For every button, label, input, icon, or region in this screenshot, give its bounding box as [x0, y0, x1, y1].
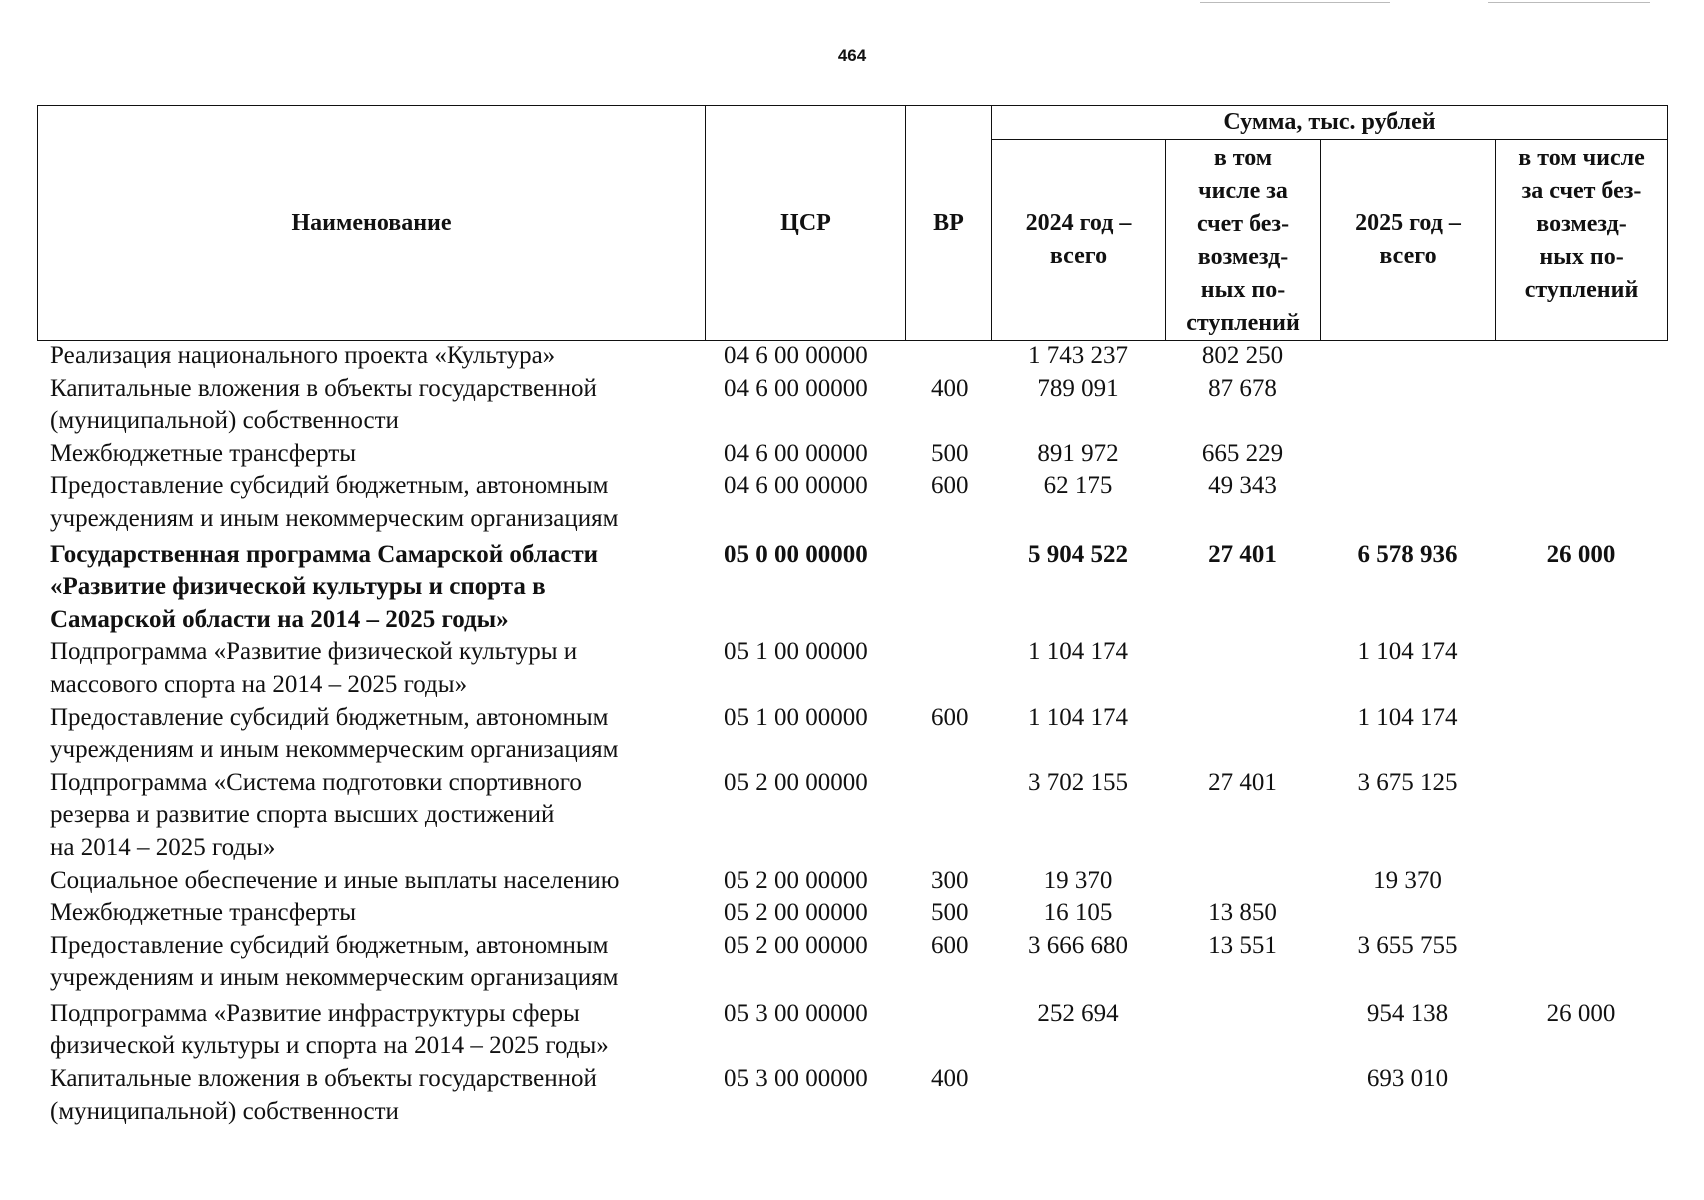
row-2024-gratuitous — [1165, 995, 1320, 1063]
row-2025-gratuitous — [1495, 767, 1667, 865]
row-2025-total: 3 675 125 — [1357, 768, 1458, 796]
table-row — [37, 1063, 1667, 1128]
header-vr: ВР — [906, 106, 992, 341]
row-2024-gratuitous: 87 678 — [1208, 374, 1277, 402]
table-row — [37, 897, 1667, 930]
table-row — [37, 373, 1667, 438]
row-2025-total: 6 578 936 — [1357, 540, 1458, 568]
row-name-line: Капитальные вложения в объекты государственной — [50, 374, 597, 402]
row-vr: 400 — [931, 374, 969, 402]
row-2024-total — [991, 1063, 1165, 1128]
table-row — [37, 995, 1667, 1063]
row-2024-total: 62 175 — [1043, 472, 1113, 500]
row-2025-total: 3 655 755 — [1357, 931, 1458, 959]
row-2025-total: 1 104 174 — [1357, 703, 1458, 731]
row-2024-gratuitous: 27 401 — [1208, 768, 1277, 796]
row-csr: 05 2 00 00000 — [724, 931, 868, 959]
row-2025-gratuitous — [1495, 1063, 1667, 1128]
row-csr: 04 6 00 00000 — [724, 439, 868, 467]
table-row — [37, 636, 1667, 701]
row-name-line: «Развитие физической культуры и спорта в — [50, 573, 546, 601]
top-rule-right — [1488, 2, 1650, 3]
row-name — [37, 995, 705, 1063]
row-2025-total: 693 010 — [1366, 1065, 1449, 1093]
row-name-line: Самарской области на 2014 – 2025 годы» — [50, 605, 509, 633]
row-2024-gratuitous: 13 850 — [1208, 899, 1277, 927]
row-2024-total: 891 972 — [1037, 439, 1119, 467]
row-2024-total: 3 666 680 — [1028, 931, 1128, 959]
row-name-line: Капитальные вложения в объекты государственной — [50, 1065, 597, 1093]
row-2024-gratuitous — [1165, 636, 1320, 701]
header-2024-total: 2024 год – всего — [992, 140, 1166, 341]
row-name-line: Социальное обеспечение и иные выплаты населению — [50, 866, 620, 894]
row-vr: 600 — [931, 472, 969, 500]
row-2025-gratuitous — [1495, 897, 1667, 930]
row-csr: 05 3 00 00000 — [724, 1065, 868, 1093]
row-name-line: (муниципальной) собственности — [50, 407, 399, 435]
header-name: Наименование — [38, 106, 706, 341]
page-number: 464 — [837, 46, 867, 65]
budget-table-body — [37, 340, 1667, 1128]
row-vr — [905, 995, 991, 1063]
row-2024-total: 16 105 — [1043, 899, 1113, 927]
row-2024-total: 3 702 155 — [1028, 768, 1128, 796]
header-2025-total: 2025 год – всего — [1321, 140, 1496, 341]
row-name-line: Государственная программа Самарской области — [50, 540, 599, 568]
table-row — [37, 865, 1667, 898]
row-csr: 05 3 00 00000 — [724, 999, 868, 1027]
table-row — [37, 470, 1667, 535]
row-2024-gratuitous — [1165, 865, 1320, 898]
row-2025-total: 1 104 174 — [1357, 638, 1458, 666]
row-name-line: Межбюджетные трансферты — [50, 439, 357, 467]
row-vr: 500 — [931, 899, 969, 927]
row-2025-gratuitous — [1495, 636, 1667, 701]
row-name-line: Подпрограмма «Развитие инфраструктуры сферы — [50, 999, 580, 1027]
row-csr: 05 1 00 00000 — [724, 703, 868, 731]
row-2025-gratuitous: 26 000 — [1546, 999, 1616, 1027]
row-name — [37, 865, 705, 898]
row-2024-total: 19 370 — [1043, 866, 1113, 894]
header-2024-gratuitous: в том числе за счет без-возмезд-ных по-ступлений — [1166, 140, 1321, 341]
row-name-line: учреждениям и иным некоммерческим организациям — [50, 964, 619, 992]
row-name — [37, 702, 705, 767]
row-2024-gratuitous: 49 343 — [1208, 472, 1277, 500]
row-name-line: резерва и развитие спорта высших достижений — [50, 801, 555, 829]
row-2024-total: 1 104 174 — [1028, 703, 1128, 731]
row-name — [37, 470, 705, 535]
row-csr: 05 2 00 00000 — [724, 768, 868, 796]
row-name-line: Подпрограмма «Развитие физической культуры и — [50, 638, 578, 666]
row-2024-gratuitous — [1165, 702, 1320, 767]
header-2025-gratuitous: в том числе за счет без-возмезд-ных по-ступлений — [1496, 140, 1668, 341]
row-name-line: на 2014 – 2025 годы» — [50, 833, 276, 861]
row-csr: 05 0 00 00000 — [724, 540, 868, 568]
row-vr — [905, 536, 991, 637]
top-rule-left — [1200, 2, 1390, 3]
row-2024-total: 1 743 237 — [1028, 342, 1128, 369]
row-2024-total: 5 904 522 — [1028, 540, 1128, 568]
row-2025-gratuitous — [1495, 373, 1667, 438]
row-name — [37, 438, 705, 471]
table-row — [37, 767, 1667, 865]
row-2025-gratuitous — [1495, 865, 1667, 898]
row-csr: 05 1 00 00000 — [724, 638, 868, 666]
row-2024-total: 252 694 — [1037, 999, 1119, 1027]
table-header — [37, 105, 1668, 341]
row-2024-gratuitous — [1165, 1063, 1320, 1128]
row-name — [37, 636, 705, 701]
row-name — [37, 897, 705, 930]
row-csr: 04 6 00 00000 — [724, 374, 868, 402]
row-name-line: Предоставление субсидий бюджетным, автономным — [50, 472, 609, 500]
row-name-line: Предоставление субсидий бюджетным, автономным — [50, 931, 609, 959]
row-name — [37, 536, 705, 637]
row-2024-total: 789 091 — [1037, 374, 1119, 402]
row-2024-gratuitous: 665 229 — [1201, 439, 1284, 467]
row-2024-gratuitous: 13 551 — [1208, 931, 1277, 959]
row-name — [37, 373, 705, 438]
header-sum-group: Сумма, тыс. рублей — [992, 106, 1668, 140]
header-csr: ЦСР — [706, 106, 906, 341]
table-row — [37, 536, 1667, 637]
row-name-line: Подпрограмма «Система подготовки спортивного — [50, 768, 582, 796]
row-2025-gratuitous — [1495, 438, 1667, 471]
row-2025-gratuitous — [1495, 702, 1667, 767]
row-name-line: учреждениям и иным некоммерческим организациям — [50, 504, 619, 532]
table-row — [37, 438, 1667, 471]
row-2025-total — [1320, 373, 1495, 438]
row-name-line: (муниципальной) собственности — [50, 1097, 399, 1125]
table-row — [37, 702, 1667, 767]
row-vr: 300 — [931, 866, 969, 894]
row-2024-gratuitous: 27 401 — [1208, 540, 1277, 568]
row-2025-total — [1320, 438, 1495, 471]
row-2025-total — [1320, 340, 1495, 373]
row-vr — [905, 340, 991, 373]
row-2024-total: 1 104 174 — [1028, 638, 1128, 666]
row-2025-total — [1320, 897, 1495, 930]
row-2025-total: 19 370 — [1373, 866, 1442, 894]
row-vr: 400 — [931, 1065, 969, 1093]
row-name — [37, 930, 705, 995]
row-name-line: Реализация национального проекта «Культура» — [50, 342, 556, 369]
row-2025-gratuitous: 26 000 — [1546, 540, 1616, 568]
row-2025-gratuitous — [1495, 470, 1667, 535]
row-2024-gratuitous: 802 250 — [1201, 342, 1284, 369]
row-name-line: Предоставление субсидий бюджетным, автономным — [50, 703, 609, 731]
row-name — [37, 340, 705, 373]
row-name-line: учреждениям и иным некоммерческим организациям — [50, 736, 619, 764]
row-2025-total — [1320, 470, 1495, 535]
row-name-line: массового спорта на 2014 – 2025 годы» — [50, 670, 468, 698]
row-vr: 500 — [931, 439, 969, 467]
row-name-line: физической культуры и спорта на 2014 – 2025 годы» — [50, 1032, 609, 1060]
row-csr: 05 2 00 00000 — [724, 899, 868, 927]
row-name-line: Межбюджетные трансферты — [50, 899, 357, 927]
row-2025-gratuitous — [1495, 340, 1667, 373]
table-row — [37, 340, 1667, 373]
row-name — [37, 767, 705, 865]
table-row — [37, 930, 1667, 995]
row-vr: 600 — [931, 703, 969, 731]
row-2025-total: 954 138 — [1366, 999, 1449, 1027]
row-2025-gratuitous — [1495, 930, 1667, 995]
row-csr: 05 2 00 00000 — [724, 866, 868, 894]
budget-table — [37, 340, 1667, 1128]
row-name — [37, 1063, 705, 1128]
row-csr: 04 6 00 00000 — [724, 342, 868, 369]
row-vr — [905, 767, 991, 865]
row-vr — [905, 636, 991, 701]
row-csr: 04 6 00 00000 — [724, 472, 868, 500]
row-vr: 600 — [931, 931, 969, 959]
